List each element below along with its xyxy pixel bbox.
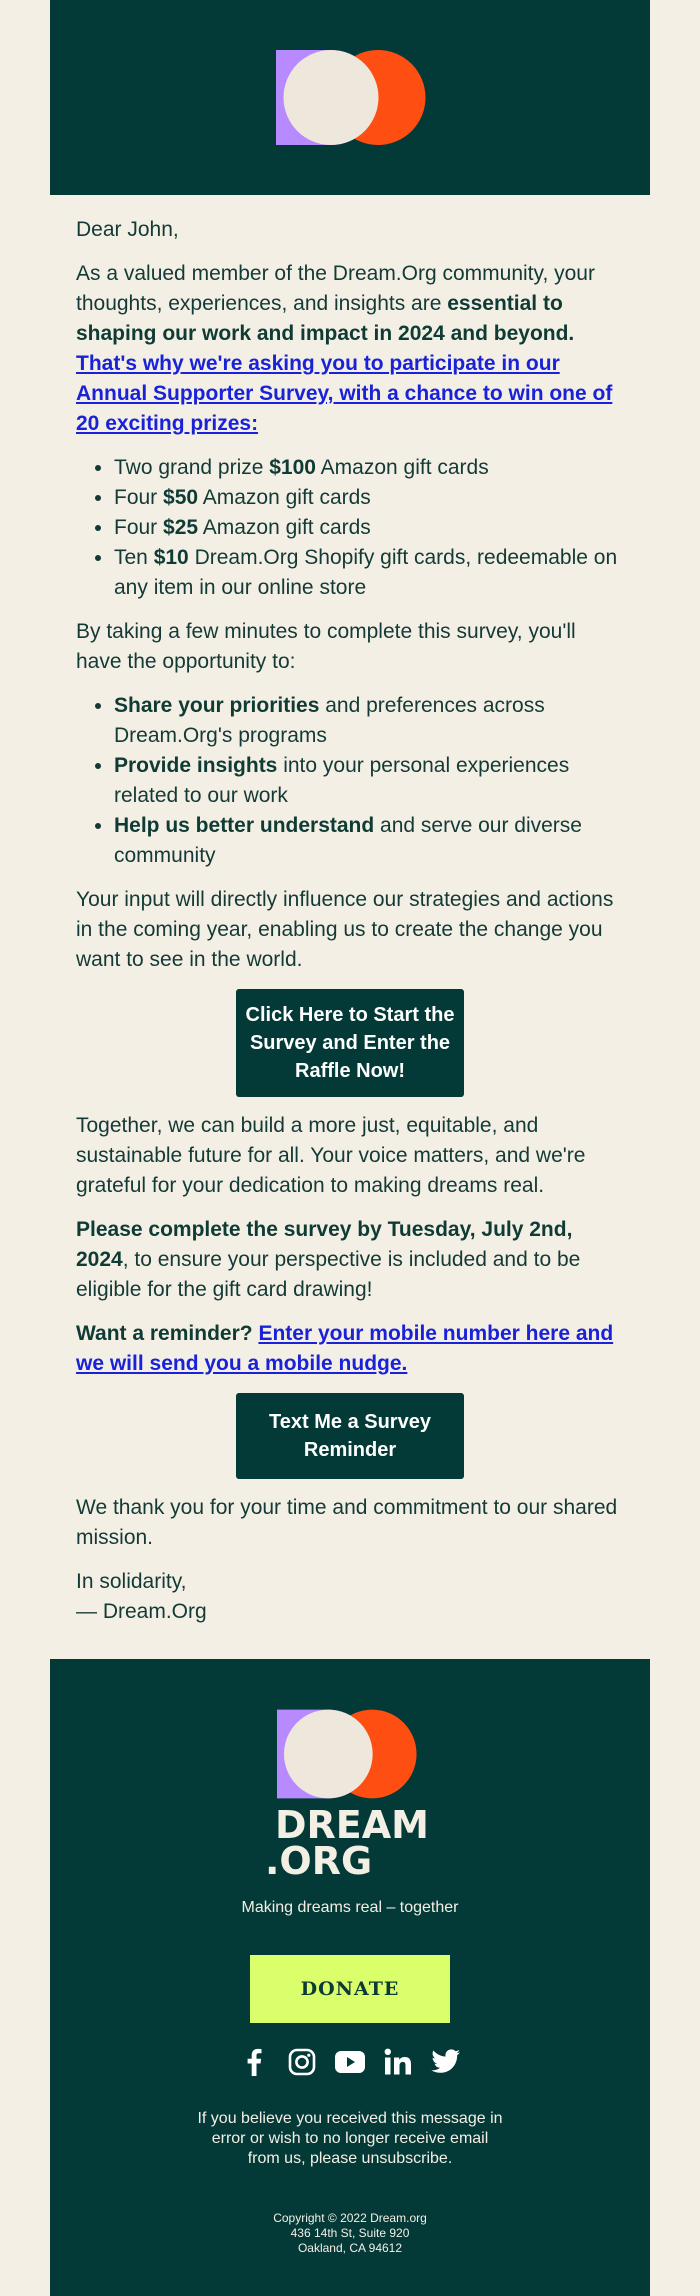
- email-header: [50, 0, 650, 195]
- greeting: Dear John,: [76, 218, 179, 241]
- deadline-paragraph: [76, 1215, 624, 1305]
- copyright-block: [50, 2211, 650, 2256]
- text-reminder-button[interactable]: Text Me a Survey Reminder: [236, 1393, 464, 1479]
- deadline-bold: Please complete the survey by Tuesday, July 2nd, 2024: [76, 1218, 573, 1271]
- reminder-bold: Want a reminder?: [76, 1322, 253, 1345]
- deadline-text: , to ensure your perspective is included and to be eligible for the gift card drawing!: [76, 1248, 581, 1301]
- mobile-nudge-link[interactable]: Enter your mobile number here and we will send you a mobile nudge.: [76, 1322, 614, 1375]
- address-line-2: Oakland, CA 94612: [297, 2241, 403, 2255]
- signature: — Dream.Org: [76, 1600, 207, 1623]
- linkedin-icon[interactable]: [383, 2047, 413, 2077]
- intro-paragraph: [76, 259, 624, 439]
- social-links: [50, 2047, 650, 2087]
- list-item: • Four $50 Amazon gift cards: [114, 483, 624, 513]
- email-footer: [50, 1659, 650, 2296]
- donate-button[interactable]: DONATE: [250, 1955, 450, 2023]
- influence-paragraph: Your input will directly influence our strategies and actions in the coming year, enabling us to create the change you want to see in the world.: [76, 888, 614, 971]
- copyright: Copyright © 2022 Dream.org: [273, 2211, 427, 2225]
- intro-text: As a valued member of the Dream.Org community, your thoughts, experiences, and insights are: [76, 262, 595, 315]
- list-item: • Help us better understand and serve our diverse community: [114, 811, 624, 871]
- prize-list: [76, 453, 624, 603]
- thanks-paragraph: We thank you for your time and commitment to our shared mission.: [76, 1496, 618, 1549]
- unsubscribe-notice[interactable]: If you believe you received this message in error or wish to no longer receive email from us, please unsubscribe.: [197, 2110, 503, 2167]
- reminder-paragraph: [76, 1319, 624, 1379]
- youtube-icon[interactable]: [335, 2047, 365, 2077]
- intro-bold: essential to shaping our work and impact in 2024 and beyond.: [76, 292, 575, 345]
- facebook-icon[interactable]: [239, 2047, 269, 2077]
- list-item: • Two grand prize $100 Amazon gift cards: [114, 453, 624, 483]
- together-paragraph: Together, we can build a more just, equitable, and sustainable future for all. Your voice matters, and we're grateful for your dedication to making dreams real.: [76, 1114, 586, 1197]
- address-line-1: 436 14th St, Suite 920: [290, 2226, 410, 2240]
- list-item: • Four $25 Amazon gift cards: [114, 513, 624, 543]
- tagline: Making dreams real – together: [241, 1899, 459, 1916]
- start-survey-button[interactable]: Click Here to Start the Survey and Enter the Raffle Now!: [236, 989, 464, 1097]
- twitter-icon[interactable]: [431, 2047, 461, 2077]
- opportunity-list: [76, 691, 624, 871]
- dream-org-wordmark: DREAM .ORG: [265, 1803, 429, 1883]
- list-item: • Share your priorities and preferences across Dream.Org's programs: [114, 691, 624, 751]
- instagram-icon[interactable]: [287, 2047, 317, 2077]
- list-item: • Ten $10 Dream.Org Shopify gift cards, redeemable on any item in our online store: [114, 543, 624, 603]
- signoff: In solidarity, — Dream.Org: [76, 1570, 207, 1623]
- dream-org-logo: [276, 50, 426, 145]
- list-item: • Provide insights into your personal experiences related to our work: [114, 751, 624, 811]
- email-body: [76, 215, 624, 1627]
- dream-org-logo: [277, 1709, 417, 1799]
- survey-link[interactable]: That's why we're asking you to participate in our Annual Supporter Survey, with a chance to win one of 20 exciting prizes:: [76, 352, 613, 435]
- opportunity-intro: By taking a few minutes to complete this survey, you'll have the opportunity to:: [76, 620, 576, 673]
